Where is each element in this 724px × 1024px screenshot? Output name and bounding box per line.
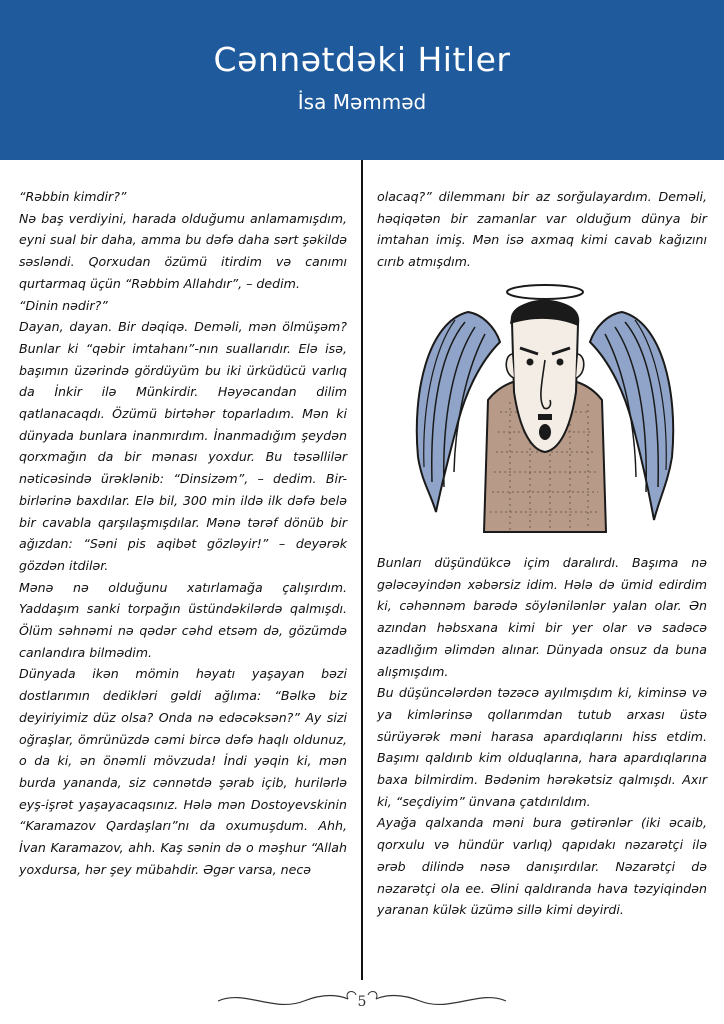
paragraph: Nə baş verdiyini, harada olduğumu anlamamışdım, eyni sual bir daha, amma bu dəfə daha sərt şəkildə səsləndi. Qorxudan özümü itirdim və canımı qurtarmaq üçün “Rəbbim Allahdır”, – dedim. xyxy=(19,210,347,291)
right-column-bottom xyxy=(377,552,707,921)
author-name: İsa Məmməd xyxy=(297,90,427,114)
story-title: Cənnətdəki Hitler xyxy=(213,40,511,79)
paragraph: Mənə nə olduğunu xatırlamağa çalışırdım. Yaddaşım sanki torpağın üstündəkilərdə qalmışdı. Ölüm səhnəmi nə qədər cəhd etsəm də, gözümdə canlandıra bilmədim. xyxy=(19,579,347,660)
column-divider xyxy=(361,160,363,980)
paragraph: olacaq?” dilemmanı bir az sorğulayardım. Deməli, həqiqətən bir zamanlar var olduğum dünya bir imtahan imiş. Mən isə axmaq kimi cavab kağızını cırıb atmışdım. xyxy=(377,189,707,270)
halo-icon xyxy=(507,285,583,299)
paragraph: Ayağa qalxanda məni bura gətirənlər (iki əcaib, qorxulu və hündür varlıq) qapıdakı nəzarətçi ilə ərəb dilində nəsə danışırdılar. Nəzarətçi də nəzarətçi ola ee. Əlini qaldıranda hava təzyiqindən yaranan külək üzümə sillə kimi dəyirdi. xyxy=(377,815,707,918)
page-header xyxy=(0,0,724,160)
paragraph: Dünyada ikən mömin həyatı yaşayan bəzi dostlarımın dedikləri gəldi ağlıma: “Bəlkə biz deyiriyimiz düz olsa? Onda nə edəcəksən?” Ay sizi oğraşlar, ömrünüzdə cəmi bircə dəfə haqlı oldunuz, o da ki, ən önəmli mövzuda! İndi yəqin ki, mən burda yananda, siz cənnətdə şərab içib, hurilərlə eyş-işrət yaşayacaqsınız. Hələ mən Dostoyevskinin “Karamazov Qardaşları”nı da oxumuşdum. Ahh, İvan Karamazov, ahh. Kaş sənin də o məşhur “Allah yoxdursa, hər şey mübahdir. Əgər varsa, necə xyxy=(19,666,347,877)
angel-illustration xyxy=(410,282,680,544)
paragraph: “Rəbbin kimdir?” xyxy=(19,189,127,204)
left-column xyxy=(19,186,347,881)
paragraph: Bu düşüncələrdən təzəcə ayılmışdım ki, kiminsə və ya kimlərinsə qollarımdan tutub arxası üstə sürüyərək məni harasa apardıqlarını hiss etdim. Başımı qaldırıb kim olduqlarına, hara apardıqlarına baxa bilmirdim. Bədənim hərəkətsiz qalmışdı. Axır ki, “seçdiyim” ünvana çatdırıldım. xyxy=(377,685,707,809)
paragraph: Dayan, dayan. Bir dəqiqə. Deməli, mən ölmüşəm? Bunlar ki “qəbir imtahanı”-nın suallarıdır. Elə isə, başımın üzərində gördüyüm bu iki ürküdücü varlıq da İnkir ilə Münkirdir. Həyəcandan dilim qatlanacaqdı. Özümü birtəhər toparladım. Mən ki dünyada bunlara inanmırdım. İnanmadığım şeydən qorxmağın da bir mənası yoxdur. Bu təsəllilər nəticəsində ürəklənib: “Dinsizəm”, – dedim. Bir-birlərinə baxdılar. Elə bil, 300 min ildə ilk dəfə belə bir cavabla qarşılaşmışdılar. Mənə tərəf dönüb bir ağızdan: “Səni pis aqibət gözləyir!” – deyərək gözdən itdilər. xyxy=(19,319,347,573)
page-number: 5 xyxy=(357,994,367,1010)
paragraph: “Dinin nədir?” xyxy=(19,297,108,313)
right-column-top xyxy=(377,186,707,273)
paragraph: Bunları düşündükcə içim daralırdı. Başıma nə gələcəyindən xəbərsiz idim. Hələ də ümid edirdim ki, cəhənnəm barədə söylənilənlər yalan olar. Ən azından həbsxana kimi bir yer olar və sadəcə azadlığım əlimdən alınar. Dünyada onsuz da buna alışmışdım. xyxy=(377,555,707,679)
